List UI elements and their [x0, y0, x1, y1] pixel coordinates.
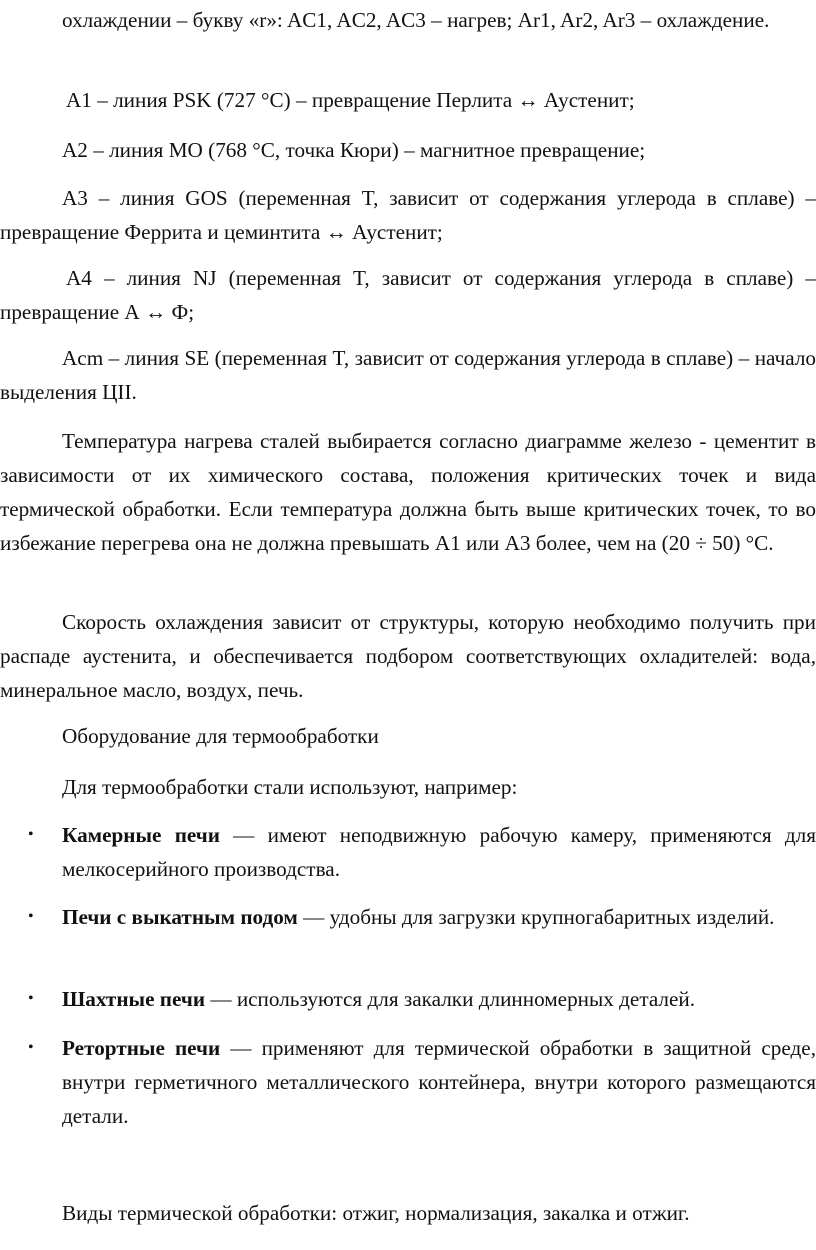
paragraph-cooling-rate: Скорость охлаждения зависит от структуры, которую необходимо получить при распаде аустенита, и обеспечивается подбором соответствующих охладителей: вода, минеральное масло, воздух, печь.	[0, 610, 816, 702]
bullet-icon: •	[28, 826, 34, 843]
list-item-term: Печи с выкатным подом	[62, 905, 298, 929]
list-item-term: Шахтные печи	[62, 987, 206, 1011]
paragraph-a2: A2 – линия MO (768 °С, точка Кюри) – магнитное превращение;	[62, 138, 646, 162]
paragraph-a1: A1 – линия PSK (727 °С) – превращение Перлита ↔ Аустенит;	[66, 88, 635, 112]
list-item	[28, 982, 816, 1016]
list-item-text: — удобны для загрузки крупногабаритных изделий.	[297, 905, 775, 929]
paragraph-acm: Acm – линия SE (переменная T, зависит от содержания углерода в сплаве) – начало выделения ЦII.	[0, 346, 816, 404]
bullet-icon: •	[28, 1039, 34, 1056]
list-item-term: Камерные печи	[62, 823, 220, 847]
paragraph-a4: A4 – линия NJ (переменная T, зависит от содержания углерода в сплаве) – превращение А ↔ Ф;	[0, 266, 816, 324]
bullet-icon: •	[28, 908, 34, 925]
list-item-text: — имеют неподвижную рабочую камеру, применяются для мелкосерийного производства.	[62, 823, 816, 881]
bullet-icon: •	[28, 990, 34, 1007]
paragraph-equipment-intro: Для термообработки стали используют, например:	[62, 775, 518, 799]
list-item-text: — используются для закалки длинномерных деталей.	[205, 987, 696, 1011]
paragraph-heating-temperature: Температура нагрева сталей выбирается согласно диаграмме железо - цементит в зависимости от их химического состава, положения критических точек и вида термической обработки. Если температура должна быть выше критических точек, то во избежание перегрева она не должна превышать А1 или А3 более, чем на (20 ÷ 50) °С.	[0, 429, 816, 555]
paragraph-a3: A3 – линия GOS (переменная T, зависит от содержания углерода в сплаве) – превращение Феррита и цеминтита ↔ Аустенит;	[0, 186, 816, 244]
paragraph-cooling-notation: охлаждении – букву «r»: AC1, AC2, AC3 – нагрев; Ar1, Ar2, Ar3 – охлаждение.	[62, 8, 770, 32]
paragraph-treatment-types: Виды термической обработки: отжиг, нормализация, закалка и отжиг.	[62, 1201, 690, 1225]
list-item	[28, 900, 816, 934]
list-item-text: — применяют для термической обработки в защитной среде, внутри герметичного металлического контейнера, внутри которого размещаются детали.	[62, 1036, 816, 1128]
list-item	[28, 1031, 816, 1133]
section-heading-equipment: Оборудование для термообработки	[62, 724, 379, 748]
list-item-term: Ретортные печи	[62, 1036, 221, 1060]
list-item	[28, 818, 816, 886]
